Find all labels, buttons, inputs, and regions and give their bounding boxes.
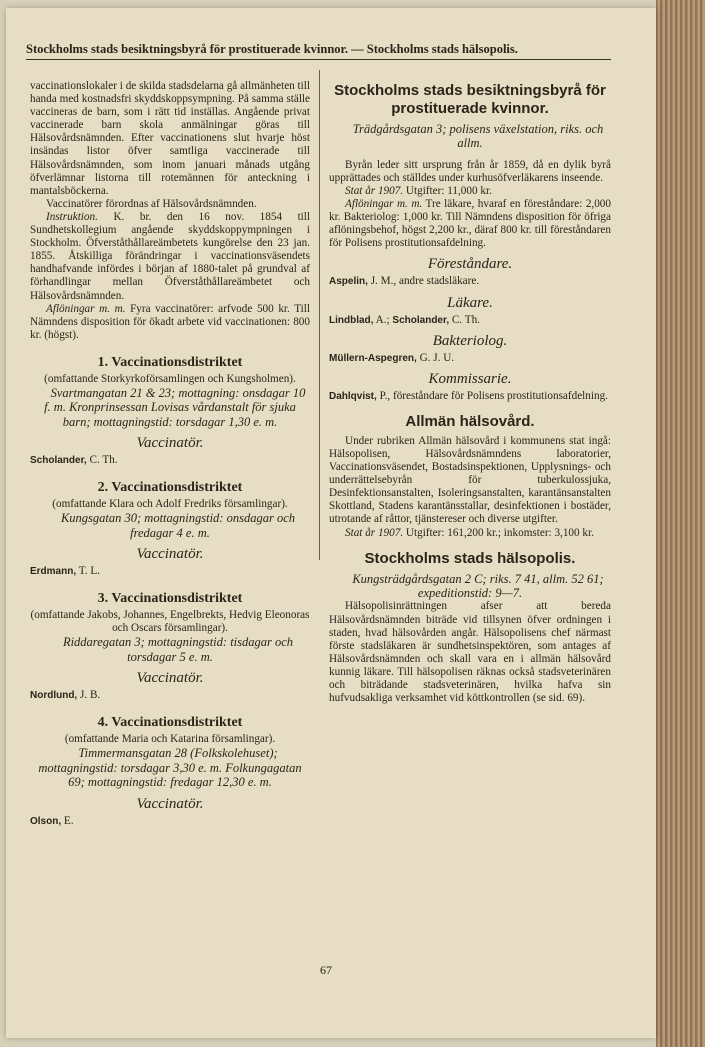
district-title: 3. Vaccinationsdistriktet [97,591,243,607]
left-column [30,80,310,828]
besiktningsbyra-stat [329,185,611,198]
halsopolis-title: Stockholms stads hälsopolis. [364,549,576,567]
district-2 [30,479,310,578]
district-title: 2. Vaccinationsdistriktet [97,480,243,496]
aflon-label: Aflöningar m. m. [46,302,126,315]
district-role: Vaccinatör. [136,546,204,563]
district-address: Kungsgatan 30; mottagningstid: onsdagar och fredagar 4 e. m. [60,511,296,540]
person-detail: G. J. U. [416,351,455,364]
district-person [30,815,310,828]
halsovard-text: Under rubriken Allmän hälsovård i kommunens stat ingå: Hälsopolisen, Hälsovårdsnämndens laboratorier, Vaccinationsväsendet, Bostadsinspektionen, Upplysnings- och underrättelsebyrån för tuberkulossjuka, Desinfektionsanstalten, Isoleringsanstalten, karantänsanstalten Skottland, Stadens karantänsstallar, desinfektionen i bostäder, utrotande af råttor, tjänstereser och diverse utgifter. [329,434,611,526]
district-role: Vaccinatör. [136,670,204,687]
district-address: Timmermansgatan 28 (Folkskolehuset); mottagningstid: torsdagar 3,30 e. m. Folkungagatan 69; mottagningstid: fredagar 12,30 e. m. [38,746,302,790]
district-1 [30,354,310,467]
district-title: 4. Vaccinationsdistriktet [97,715,243,731]
person-name: Olson, [30,815,62,827]
instruktion-text: K. br. den 16 nov. 1854 till Sundhetskollegium angående skyddskoppympningen i Stockholm. Öfverståthållareämbetets kungörelse den 23 jan. 1855. Åtskilliga förändringar i vaccinationsväsendets handhafvande infördes i början af 1880-talet på grundval af förhandlingar mellan Öfverståthållareämbetet och Hälsovårdsnämnden. [30,210,310,302]
person-name: Scholander, [30,455,87,467]
stat-label: Stat år 1907. [345,526,404,539]
person-initials: J. B. [77,689,101,702]
staff-role: Kommissarie. [428,370,512,387]
district-area: (omfattande Storkyrkoförsamlingen och Kungsholmen). [44,372,296,385]
district-area: (omfattande Jakobs, Johannes, Engelbrekts, Hedvig Eleonoras och Oscars församlingar). [30,609,310,635]
aflon-paragraph [30,303,310,342]
person-initials: E. [61,814,74,827]
header-rule [26,59,611,60]
staff-role: Bakteriolog. [432,332,508,349]
besiktningsbyra-history: Byrån leder sitt ursprung från år 1859, då en dylik byrå upprättades och ställdes under kurhusöfverläkarens inseende. [329,158,611,184]
person-name-2: Scholander, [392,314,450,326]
instruktion-label: Instruktion. [46,210,98,223]
staff-person [329,352,611,365]
page-number: 67 [320,963,332,977]
district-role: Vaccinatör. [136,795,204,812]
aflon-label: Aflöningar m. m. [345,198,423,211]
person-detail: J. M., andre stadsläkare. [367,275,480,288]
district-person [30,565,310,578]
halsovard-title: Allmän hälsovård. [405,412,535,430]
vaccinatorer-note: Vaccinatörer förordnas af Hälsovårdsnämnden. [46,197,257,210]
staff-role: Föreståndare. [427,256,513,273]
aflon-text: Tre läkare, hvaraf en föreståndare: 2,000 kr. Bakteriolog: 1,000 kr. Till Nämndens disposition för öfriga aflöningsbehof, högst 2,200 kr., däraf 800 kr. till föreståndaren för Polisens prostitutionsafdelning. [329,198,611,250]
district-person [30,454,310,467]
staff-person [329,275,611,288]
person-name: Lindblad, [329,314,374,326]
district-title: 1. Vaccinationsdistriktet [97,354,243,370]
district-area: (omfattande Klara och Adolf Fredriks församlingar). [52,498,288,511]
right-column [329,80,611,705]
district-3 [30,590,310,702]
staff-person [329,390,611,403]
person-initials: T. L. [76,565,100,578]
person-name: Müllern-Aspegren, [329,352,417,364]
aflon-text: Fyra vaccinatörer: arfvode 500 kr. Till Nämndens disposition för ökadt arbete vid vaccinationen: 800 kr. (högst). [30,302,310,341]
halsopolis-address: Kungsträdgårdsgatan 2 C; riks. 7 41, allm. 52 61; expeditionstid: 9—7. [352,571,604,600]
stat-label: Stat år 1907. [345,185,404,197]
person-name: Nordlund, [30,690,78,702]
staff-person [329,314,611,327]
halsovard-stat [329,527,611,540]
person-initials: C. Th. [86,454,118,467]
besiktningsbyra-address: Trädgårdsgatan 3; polisens växelstation, riks. och allm. [352,122,604,151]
person-detail: P., föreståndare för Polisens prostitutionsafdelning. [376,389,608,402]
besiktningsbyra-title: Stockholms stads besiktningsbyrå för prostituerade kvinnor. [334,82,606,117]
district-address: Riddaregatan 3; mottagningstid: tisdagar och torsdagar 5 e. m. [62,635,294,664]
vaccination-intro: vaccinationslokaler i de skilda stadsdelarna gå allmänheten till handa med kostnadsfri skyddskoppsympning. På samma ställe vaccineras de barn, som i rätt tid inställas. Angående privat vaccinerade barn skola anmälningar göras till Hälsovårdsnämnden. Efter vaccinationens slut hvarje höst insändas listor öfver samtliga vaccinerade till Hälsovårdsnämnden, som inom januari månads utgång öfverlämnar listorna till rotemännen för anteckning i mantalsböckerna. [30,80,310,197]
running-header: Stockholms stads besiktningsbyrå för prostituerade kvinnor. — Stockholms stads hälsopolis. [26,42,518,56]
person-name: Dahlqvist, [329,390,377,402]
person-detail: A.; [373,313,393,326]
column-divider [319,70,320,560]
district-area: (omfattande Maria och Katarina församlingar). [64,733,276,746]
halsopolis-text: Hälsopolisinrättningen afser att bereda Hälsovårdsnämnden biträde vid tillsynen öfver ordningen i staden, hvad hälsovården angår. Hälsopolisens chef närmast förste stadsläkaren är sundhetsinspektören, som antages af Hälsovårdsnämnden och skall vara en i allmän hälsovård kunnig läkare. Till hälsopolisen räknas också stadsveterinären och biträdande stadsveterinären, hvilka hafva sin hufvudsakliga verksamhet vid köttkontrollen (se sid. 69). [329,600,611,705]
district-address: Svartmangatan 21 & 23; mottagning: onsdagar 10 f. m. Kronprinsessan Lovisas vårdanstalt för sjuka barn; mottagningstid: torsdagar 1,30 e. m. [44,385,306,429]
person-name: Aspelin, [329,276,368,288]
staff-role: Läkare. [447,294,493,311]
book-spine [656,0,705,1047]
stat-text: Utgifter: 161,200 kr.; inkomster: 3,100 kr. [405,526,594,539]
district-role: Vaccinatör. [136,435,204,452]
person-name: Erdmann, [30,566,77,578]
instruktion-paragraph [30,211,310,303]
district-person [30,689,310,702]
person-detail-2: C. Th. [449,313,480,326]
besiktningsbyra-aflon [329,198,611,250]
stat-text: Utgifter: 11,000 kr. [405,185,492,197]
district-4 [30,714,310,827]
